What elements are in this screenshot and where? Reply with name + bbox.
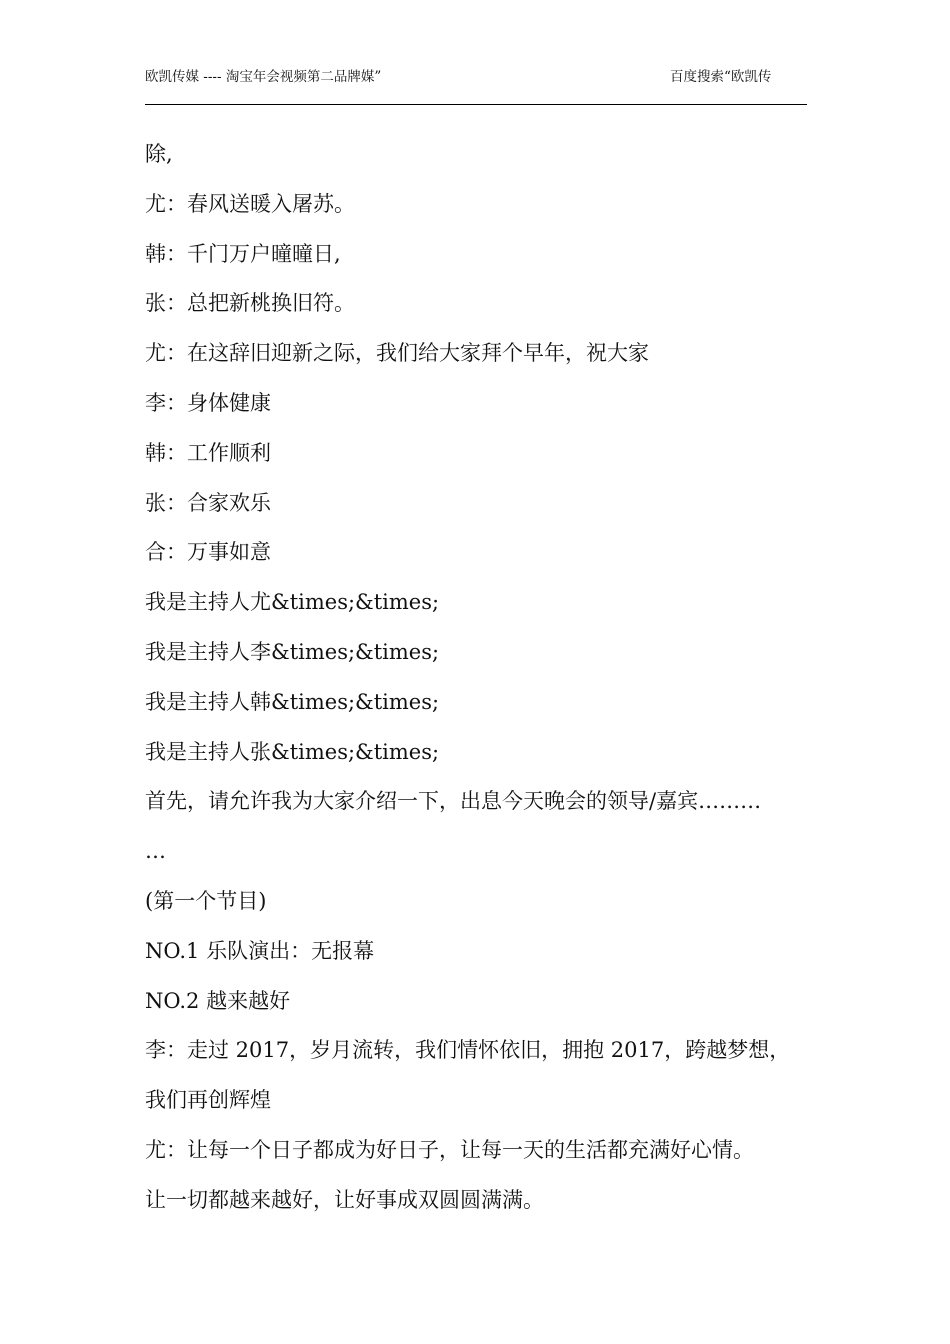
text-line: 张：合家欢乐 <box>145 490 271 515</box>
text-line: 除, <box>145 142 173 166</box>
text-line: 让一切都越来越好，让好事成双圆圆满满。 <box>145 1187 544 1212</box>
header-search-text: 百度搜索“欧凯传 <box>670 69 772 85</box>
text-line: 我们再创辉煌 <box>145 1088 271 1113</box>
page-header <box>145 66 807 105</box>
text-line: 尤：让每一个日子都成为好日子，让每一天的生活都充满好心情。 <box>145 1137 754 1162</box>
host-intro-line: 我是主持人张&times;&times; <box>145 739 440 764</box>
text-line: 合：万事如意 <box>145 540 271 565</box>
text-line: 张：总把新桃换旧符。 <box>145 291 355 316</box>
section-heading: (第一个节目) <box>145 888 267 913</box>
text-line: 韩：千门万户曈曈日, <box>145 241 341 266</box>
script-body <box>145 130 810 1226</box>
host-intro-line: 我是主持人韩&times;&times; <box>145 689 440 714</box>
text-line: 韩：工作顺利 <box>145 440 271 465</box>
program-item: NO.2 越来越好 <box>145 988 291 1013</box>
text-line: 李：身体健康 <box>145 390 271 415</box>
program-item: NO.1 乐队演出：无报幕 <box>145 938 375 963</box>
text-line: 首先，请允许我为大家介绍一下，出息今天晚会的领导/嘉宾……… <box>145 789 762 814</box>
host-intro-line: 我是主持人李&times;&times; <box>145 639 440 664</box>
host-intro-line: 我是主持人尤&times;&times; <box>145 590 440 615</box>
text-line: 尤：春风送暖入屠苏。 <box>145 191 355 216</box>
text-line: … <box>145 839 166 864</box>
text-line: 尤：在这辞旧迎新之际，我们给大家拜个早年，祝大家 <box>145 341 649 366</box>
text-line: 李：走过 2017，岁月流转，我们情怀依旧，拥抱 2017，跨越梦想， <box>145 1038 791 1063</box>
header-brand-text: 欧凯传媒 ---- 淘宝年会视频第二品牌媒” <box>145 69 382 85</box>
